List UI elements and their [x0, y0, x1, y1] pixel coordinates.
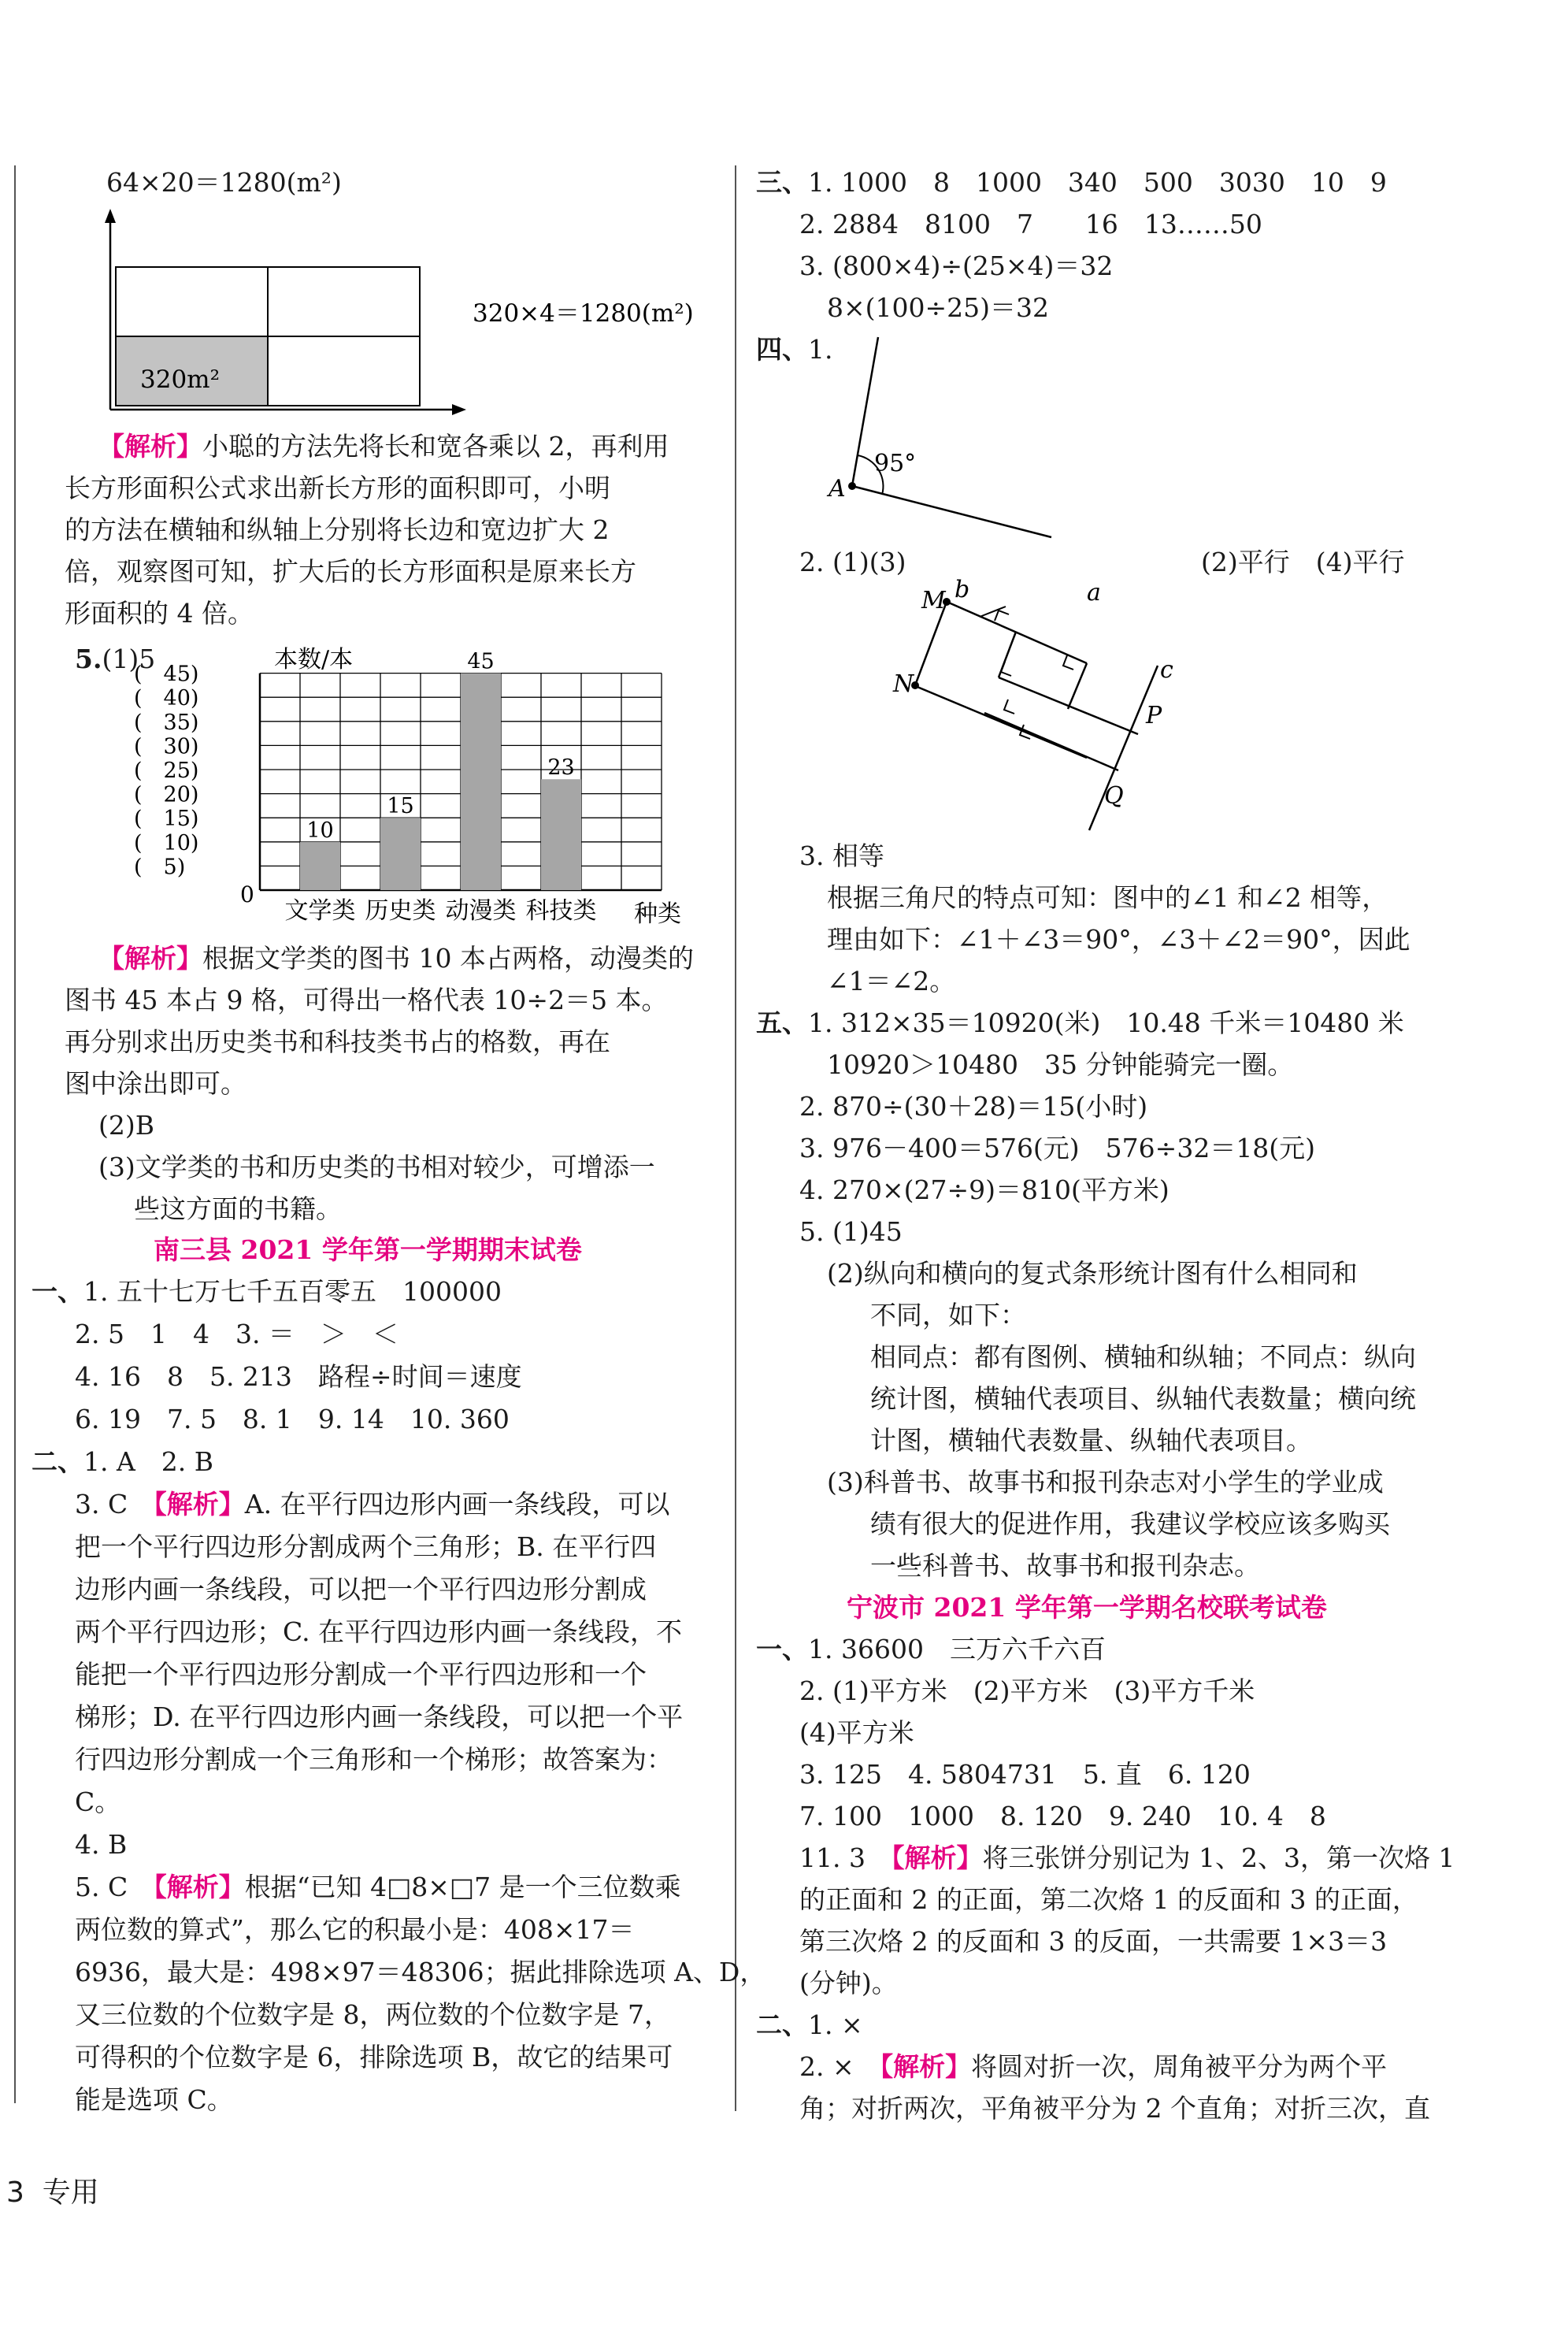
question-11-line [799, 1841, 1455, 1876]
angle-label: 95° [874, 450, 917, 477]
analysis-text: 行四边形分割成一个三角形和一个梯形；故答案为： [75, 1744, 673, 1775]
answer-text: 1. [808, 334, 833, 365]
analysis-text: 第三次烙 2 的反面和 3 的反面，一共需要 1×3＝3 [799, 1926, 1388, 1957]
answer-text: ∠1＝∠2。 [827, 966, 956, 996]
answer-text: (2)平行 (4)平行 [1201, 547, 1405, 577]
chart-x-label: 种类 [634, 900, 681, 928]
line-c-label: c [1160, 656, 1173, 684]
answer-text: 不同，如下： [870, 1300, 1026, 1330]
chart-y-label: 本数/本 [274, 646, 354, 673]
answer-text: (2)纵向和横向的复式条形统计图有什么相同和 [827, 1258, 1358, 1289]
y-tick-label: ( 25) [134, 759, 199, 783]
answer-text: 8×(100÷25)＝32 [827, 292, 1050, 323]
bar [461, 673, 501, 890]
answer-text: 3. C [75, 1489, 128, 1520]
analysis-text: 可得积的个位数字是 6，排除选项 B，故它的结果可 [75, 2042, 673, 2072]
chart-categories [285, 897, 597, 925]
answer-text: 11. 3 [799, 1842, 866, 1873]
analysis-text: 根据文学类的图书 10 本占两格，动漫类的 [202, 943, 694, 974]
answer-text: 1. 1000 8 1000 340 500 3030 10 9 [808, 167, 1387, 198]
analysis-text: 将圆对折一次，周角被平分为两个平 [971, 2051, 1388, 2082]
point-n-label: N [893, 670, 914, 698]
bar-chart [118, 642, 732, 941]
y-tick-label: ( 30) [134, 734, 199, 759]
answer-text: 4. 270×(27÷9)＝810(平方米) [799, 1174, 1170, 1205]
analysis-text: 倍，观察图可知，扩大后的长方形面积是原来长方 [65, 556, 636, 587]
y-tick-label: ( 40) [134, 686, 199, 711]
category-label: 历史类 [365, 897, 436, 925]
bar-value-label: 10 [306, 818, 334, 843]
category-label: 文学类 [284, 897, 356, 925]
analysis-tag: 【解析】 [154, 1872, 245, 1902]
analysis-text: (分钟)。 [799, 1968, 898, 1998]
answer-text: 5. C [75, 1872, 128, 1902]
bar [300, 842, 340, 890]
y-tick-label: ( 10) [134, 830, 199, 855]
answer-text: 5. (1)45 [799, 1216, 903, 1247]
section-heading: 南三县 2021 学年第一学期期末试卷 [154, 1234, 582, 1265]
section-2-line [32, 1445, 213, 1479]
section-label: 四、 [756, 334, 808, 365]
area-diagram [95, 201, 725, 429]
section-label: 三、 [756, 167, 808, 198]
y-tick-label: ( 20) [134, 782, 199, 807]
y-axis-arrow [105, 209, 116, 223]
analysis-tag: 【解析】 [154, 1489, 245, 1520]
r-section-3-line [756, 165, 1387, 200]
answer-text: 2. (1)(3) [799, 547, 906, 577]
bar-value-label: 15 [387, 794, 414, 819]
y-tick-label: ( 5) [134, 855, 186, 880]
answer-text: 7. 100 1000 8. 120 9. 240 10. 4 8 [799, 1801, 1326, 1831]
section-1-line [32, 1275, 502, 1309]
analysis-tag: 【解析】 [891, 1842, 983, 1873]
analysis-tag: 【解析】 [880, 2051, 972, 2082]
analysis-text: 能把一个平行四边形分割成一个平行四边形和一个 [75, 1659, 647, 1690]
question-5b-line [75, 1870, 681, 1905]
analysis-text: 将三张饼分别记为 1、2、3，第一次烙 1 [982, 1842, 1455, 1873]
analysis-text: 梯形；D. 在平行四边形内画一条线段，可以把一个平 [75, 1701, 684, 1732]
answer-text: (2)B [98, 1110, 154, 1141]
answer-text: (4)平方米 [799, 1717, 914, 1748]
answer-text: 4. B [75, 1829, 128, 1860]
parallel-perpendicular-diagram [893, 567, 1213, 835]
angle-diagram [811, 331, 1095, 551]
section-label: 一、 [32, 1276, 83, 1307]
analysis-text: 角；对折两次，平角被平分为 2 个直角；对折三次，直 [799, 2093, 1430, 2124]
analysis-text: A. 在平行四边形内画一条线段，可以 [244, 1489, 670, 1520]
page-number: 3 [6, 2176, 24, 2209]
r-section-2-line [756, 2008, 863, 2043]
analysis-text: 图书 45 本占 9 格，可得出一格代表 10÷2＝5 本。 [65, 985, 668, 1015]
bar [541, 779, 581, 890]
answer-text: 些这方面的书籍。 [134, 1193, 342, 1224]
answer-text: 1. 36600 三万六千六百 [808, 1634, 1106, 1664]
analysis-text: 形面积的 4 倍。 [65, 598, 254, 629]
category-label: 动漫类 [445, 897, 517, 925]
answer-text: 相同点：都有图例、横轴和纵轴；不同点：纵向 [870, 1341, 1416, 1372]
question-3-line [75, 1487, 670, 1522]
answer-text: 理由如下：∠1＋∠3＝90°，∠3＋∠2＝90°，因此 [827, 924, 1410, 955]
point-p-label: P [1146, 702, 1162, 729]
analysis-text: 长方形面积公式求出新长方形的面积即可，小明 [65, 473, 610, 503]
answer-text: 1. A 2. B [83, 1446, 214, 1477]
chart-y-ticks [134, 662, 198, 880]
answer-text: 1. × [808, 2009, 863, 2040]
answer-text: 2. 5 1 4 3. ＝ ＞ ＜ [75, 1319, 398, 1349]
answer-text: 根据三角尺的特点可知：图中的∠1 和∠2 相等， [827, 882, 1388, 913]
answer-text: 3. 976－400＝576(元) 576÷32＝18(元) [799, 1133, 1316, 1163]
footer-label: 专用 [42, 2176, 99, 2209]
point-q-label: Q [1104, 782, 1124, 810]
analysis-2-line [98, 941, 694, 976]
answer-text: 2. 2884 8100 7 16 13……50 [799, 209, 1262, 239]
section-heading: 宁波市 2021 学年第一学期名校联考试卷 [847, 1592, 1327, 1623]
line-b-label: b [955, 576, 970, 603]
y-tick-label: ( 35) [134, 710, 199, 735]
answer-text: 绩有很大的促进作用，我建议学校应该多购买 [870, 1508, 1390, 1539]
answer-text: 3. 相等 [799, 840, 884, 871]
answer-text: (3)文学类的书和历史类的书相对较少，可增添一 [98, 1152, 655, 1182]
center-column-rule [735, 165, 736, 2111]
answer-text: 一些科普书、故事书和报刊杂志。 [870, 1550, 1260, 1581]
y-tick-label: ( 15) [134, 807, 199, 832]
answer-text: 计图，横轴代表数量、纵轴代表项目。 [870, 1425, 1312, 1456]
point-a-label: A [828, 475, 846, 503]
analysis-text: 的方法在横轴和纵轴上分别将长边和宽边扩大 2 [65, 514, 610, 545]
analysis-text: 把一个平行四边形分割成两个三角形；B. 在平行四 [75, 1531, 657, 1562]
answer-text: 1. 五十七万七千五百零五 100000 [83, 1276, 502, 1307]
answer-text: 2. × [799, 2051, 854, 2082]
analysis-text: 能是选项 C。 [75, 2084, 233, 2115]
analysis-text: 的正面和 2 的正面，第二次烙 1 的反面和 3 的正面， [799, 1884, 1418, 1915]
answer-text: (1)5 [102, 644, 156, 674]
analysis-text: 又三位数的个位数字是 8，两位数的个位数字是 7， [75, 1999, 670, 2030]
section-label: 五、 [756, 1007, 808, 1038]
answer-text: 10920＞10480 35 分钟能骑完一圈。 [827, 1049, 1294, 1080]
bar-value-label: 23 [547, 755, 575, 781]
page-footer [6, 2170, 99, 2210]
question-5-number: 5. [75, 644, 102, 674]
analysis-1-line [98, 429, 669, 464]
area-cell-label: 320m² [140, 365, 220, 394]
analysis-text: 根据“已知 4□8×□7 是一个三位数乘 [244, 1872, 681, 1902]
analysis-text: 6936，最大是：498×97＝48306；据此排除选项 A、D， [75, 1957, 766, 1987]
point-m-label: M [921, 587, 946, 614]
r-section-5-line [756, 1006, 1404, 1041]
bar [380, 818, 421, 890]
answer-text: 3. 125 4. 5804731 5. 直 6. 120 [799, 1759, 1251, 1790]
left-column-rule [14, 165, 16, 2103]
analysis-tag: 【解析】 [98, 431, 202, 462]
answer-text: 2. (1)平方米 (2)平方米 (3)平方千米 [799, 1675, 1255, 1706]
category-label: 科技类 [525, 897, 597, 925]
area-equation-2: 320×4＝1280(m²) [473, 299, 694, 328]
chart-origin: 0 [240, 881, 254, 907]
analysis-tag: 【解析】 [98, 943, 202, 974]
line-a-label: a [1087, 579, 1101, 607]
r-section-1-line [756, 1632, 1106, 1667]
analysis-text: 小聪的方法先将长和宽各乘以 2，再利用 [202, 431, 669, 462]
analysis-text: 两位数的算式”，那么它的积最小是：408×17＝ [75, 1914, 635, 1945]
analysis-text: C。 [75, 1787, 121, 1817]
analysis-text: 边形内画一条线段，可以把一个平行四边形分割成 [75, 1574, 647, 1605]
analysis-text: 两个平行四边形；C. 在平行四边形内画一条线段，不 [75, 1616, 683, 1647]
answer-text: 1. 312×35＝10920(米) 10.48 千米＝10480 米 [808, 1007, 1404, 1038]
answer-text: (3)科普书、故事书和报刊杂志对小学生的学业成 [827, 1467, 1384, 1497]
answer-text: 统计图，横轴代表项目、纵轴代表数量；横向统 [870, 1383, 1416, 1414]
answer-text: 2. 870÷(30＋28)＝15(小时) [799, 1091, 1148, 1122]
section-label: 一、 [756, 1634, 808, 1664]
answer-text: 6. 19 7. 5 8. 1 9. 14 10. 360 [75, 1404, 510, 1434]
answer-text: 4. 16 8 5. 213 路程÷时间＝速度 [75, 1361, 522, 1392]
section-label: 二、 [32, 1446, 83, 1477]
bar-value-label: 45 [467, 649, 495, 674]
analysis-text: 图中涂出即可。 [65, 1068, 247, 1099]
answer-text: 3. (800×4)÷(25×4)＝32 [799, 250, 1114, 281]
x-axis-arrow [452, 404, 466, 415]
y-tick-label: ( 45) [134, 662, 199, 687]
area-equation-1: 64×20＝1280(m²) [106, 167, 342, 198]
section-label: 二、 [756, 2009, 808, 2040]
question-2-line [799, 2050, 1387, 2084]
analysis-text: 再分别求出历史类书和科技类书占的格数，再在 [65, 1026, 610, 1057]
